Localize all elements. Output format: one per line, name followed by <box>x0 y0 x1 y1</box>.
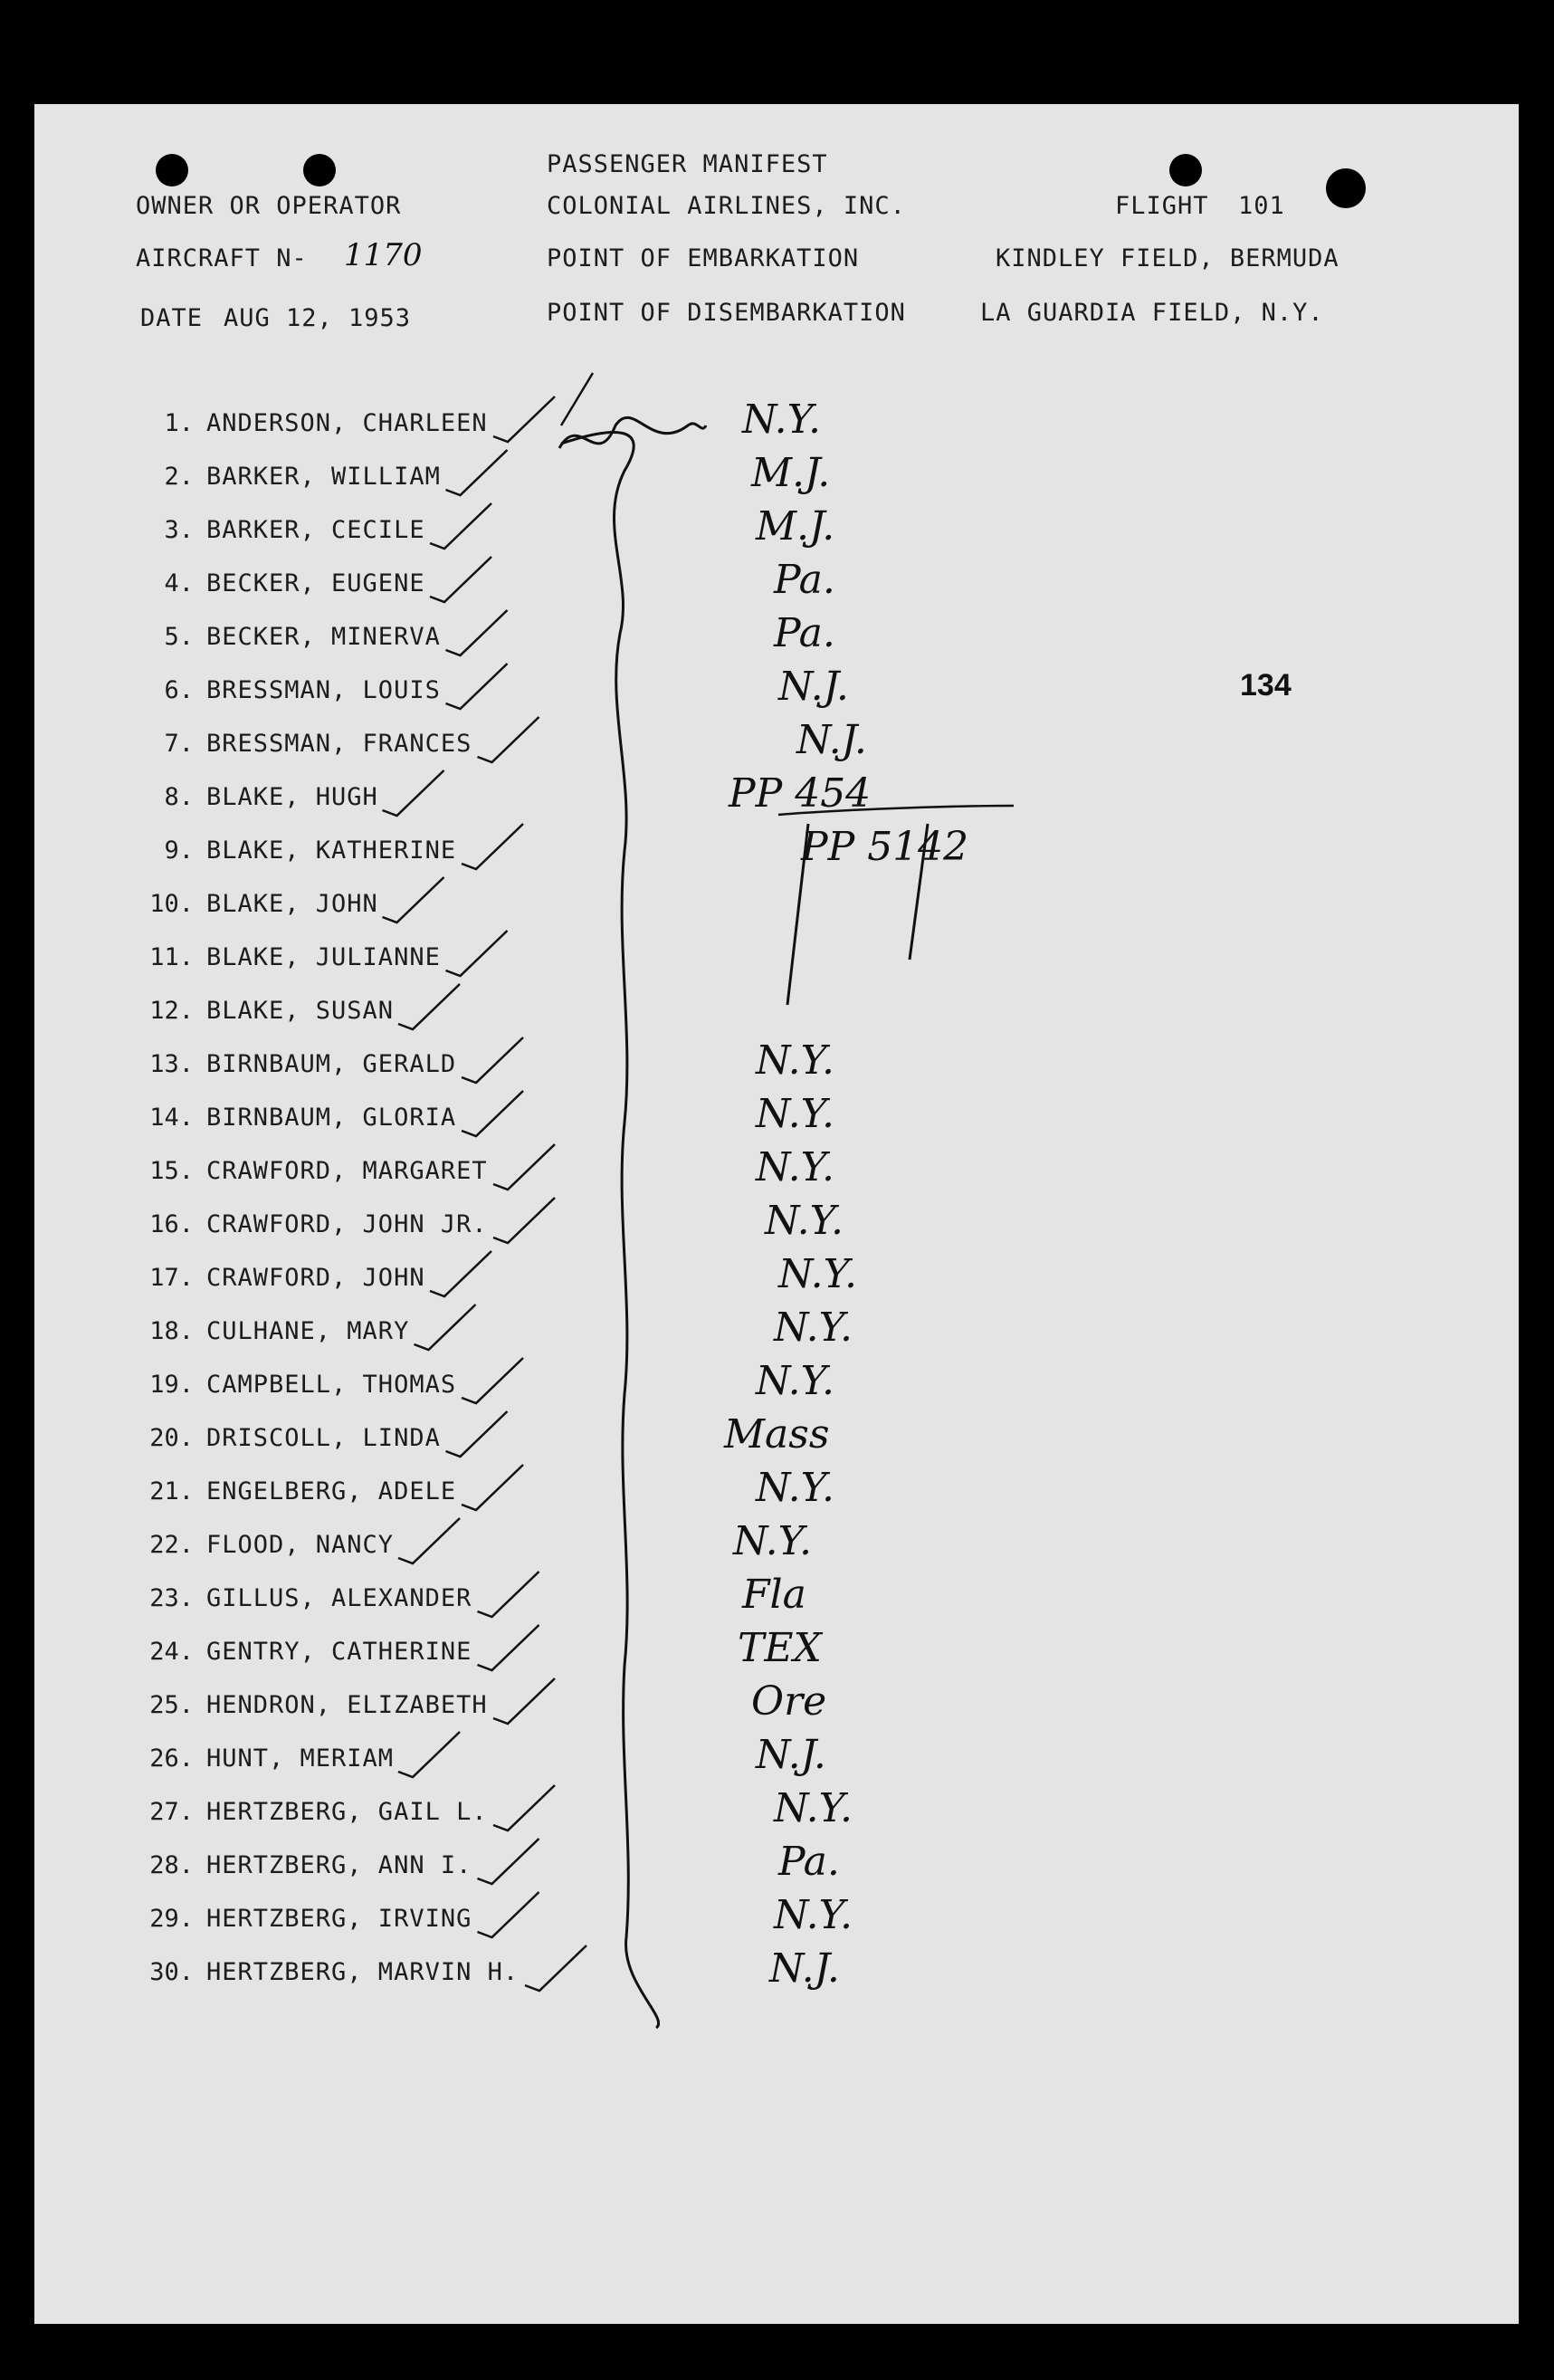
passenger-number: 27. <box>149 1798 194 1826</box>
residence-note: TEX <box>738 1625 822 1671</box>
checkmark <box>493 1144 555 1190</box>
passenger-number: 24. <box>149 1638 194 1666</box>
residence-note: N.Y. <box>774 1892 853 1938</box>
passenger-number: 20. <box>149 1424 194 1452</box>
residence-note: N.Y. <box>774 1785 853 1831</box>
page-number: 134 <box>1240 668 1292 703</box>
residence-note: PP 5142 <box>801 824 969 870</box>
aircraft-label: AIRCRAFT N- <box>136 244 308 272</box>
passenger-name: FLOOD, NANCY <box>206 1531 395 1559</box>
passenger-name: HERTZBERG, GAIL L. <box>206 1798 488 1826</box>
checkmark <box>493 1198 555 1243</box>
residence-note: N.Y. <box>756 1144 835 1190</box>
residence-note: Mass <box>724 1411 830 1458</box>
passenger-name: HERTZBERG, MARVIN H. <box>206 1958 520 1986</box>
checkmark <box>525 1945 586 1991</box>
checkmark <box>430 503 491 549</box>
passenger-number: 5. <box>164 623 194 651</box>
passenger-number: 30. <box>149 1958 194 1986</box>
passenger-name: BLAKE, SUSAN <box>206 997 395 1025</box>
residence-note: Pa. <box>774 557 835 603</box>
passenger-number: 22. <box>149 1531 194 1559</box>
checkmark <box>478 717 539 762</box>
flight-value: 101 <box>1238 192 1285 220</box>
date-value: AUG 12, 1953 <box>224 304 412 332</box>
passenger-number: 21. <box>149 1477 194 1505</box>
passenger-name: BLAKE, JULIANNE <box>206 943 441 971</box>
checkmark <box>430 1251 491 1296</box>
passenger-name: BECKER, EUGENE <box>206 569 425 597</box>
bracket-top-tick <box>561 373 593 425</box>
checkmark <box>415 1305 476 1350</box>
passenger-number: 23. <box>149 1584 194 1612</box>
checkmark <box>462 1358 523 1403</box>
passenger-name: BLAKE, KATHERINE <box>206 836 457 865</box>
checkmark <box>446 664 508 709</box>
passenger-name: BIRNBAUM, GERALD <box>206 1050 457 1078</box>
passenger-number: 8. <box>164 783 194 811</box>
passenger-number: 25. <box>149 1691 194 1719</box>
passenger-number: 7. <box>164 730 194 758</box>
residence-note: N.J. <box>778 664 849 710</box>
checkmark <box>398 984 460 1029</box>
passenger-number: 1. <box>164 409 194 437</box>
passenger-number: 15. <box>149 1157 194 1185</box>
passenger-name: HERTZBERG, IRVING <box>206 1905 472 1933</box>
owner-value: COLONIAL AIRLINES, INC. <box>547 192 906 220</box>
passenger-name: BRESSMAN, LOUIS <box>206 676 441 704</box>
embark-value: KINDLEY FIELD, BERMUDA <box>996 244 1339 272</box>
checkmark <box>462 824 523 869</box>
disembark-label: POINT OF DISEMBARKATION <box>547 299 906 327</box>
residence-note: N.Y. <box>778 1251 858 1297</box>
manifest-title: PASSENGER MANIFEST <box>547 150 828 178</box>
passenger-number: 17. <box>149 1264 194 1292</box>
passenger-name: BECKER, MINERVA <box>206 623 441 651</box>
checkmark <box>446 1411 508 1457</box>
passenger-name: CRAWFORD, JOHN <box>206 1264 425 1292</box>
passenger-name: BLAKE, HUGH <box>206 783 378 811</box>
passenger-number: 28. <box>149 1851 194 1879</box>
passenger-name: BLAKE, JOHN <box>206 890 378 918</box>
passenger-number: 13. <box>149 1050 194 1078</box>
checkmark <box>493 397 555 442</box>
residence-note: M.J. <box>756 503 835 550</box>
passenger-name: ANDERSON, CHARLEEN <box>206 409 488 437</box>
passenger-number: 16. <box>149 1210 194 1238</box>
residence-note: Ore <box>751 1678 827 1725</box>
checkmark <box>478 1572 539 1617</box>
passenger-number: 10. <box>149 890 194 918</box>
residence-note: N.Y. <box>756 1358 835 1404</box>
checkmark <box>493 1785 555 1830</box>
passenger-name: HENDRON, ELIZABETH <box>206 1691 488 1719</box>
passenger-number: 2. <box>164 463 194 491</box>
checkmark <box>493 1678 555 1724</box>
passenger-name: GILLUS, ALEXANDER <box>206 1584 472 1612</box>
residence-note: M.J. <box>751 450 831 496</box>
checkmark <box>446 931 508 976</box>
residence-note: N.J. <box>796 717 867 763</box>
residence-note: N.Y. <box>733 1518 813 1564</box>
passenger-number: 3. <box>164 516 194 544</box>
residence-note: N.Y. <box>742 397 822 443</box>
passenger-name: CULHANE, MARY <box>206 1317 410 1345</box>
residence-note: Pa. <box>778 1839 840 1885</box>
passenger-name: DRISCOLL, LINDA <box>206 1424 441 1452</box>
passenger-name: GENTRY, CATHERINE <box>206 1638 472 1666</box>
residence-note: Pa. <box>774 610 835 656</box>
residence-note: PP 454 <box>729 770 872 817</box>
checkmark <box>398 1732 460 1777</box>
checkmark <box>462 1037 523 1083</box>
residence-note: N.J. <box>756 1732 826 1778</box>
passenger-number: 18. <box>149 1317 194 1345</box>
checkmark <box>462 1091 523 1136</box>
embark-label: POINT OF EMBARKATION <box>547 244 860 272</box>
bracket-line <box>561 433 659 2028</box>
passenger-number: 11. <box>149 943 194 971</box>
passenger-number: 6. <box>164 676 194 704</box>
passenger-number: 9. <box>164 836 194 865</box>
checkmark <box>430 557 491 602</box>
passenger-name: BARKER, CECILE <box>206 516 425 544</box>
passenger-name: CRAWFORD, JOHN JR. <box>206 1210 488 1238</box>
passenger-number: 14. <box>149 1104 194 1132</box>
passenger-name: BIRNBAUM, GLORIA <box>206 1104 457 1132</box>
checkmark <box>462 1465 523 1510</box>
checkmark <box>383 877 444 922</box>
passenger-name: BRESSMAN, FRANCES <box>206 730 472 758</box>
passenger-name: CRAWFORD, MARGARET <box>206 1157 488 1185</box>
checkmark <box>398 1518 460 1563</box>
residence-note: N.Y. <box>756 1091 835 1137</box>
checkmark <box>478 1892 539 1937</box>
residence-note: N.J. <box>769 1945 840 1992</box>
checkmark <box>478 1625 539 1670</box>
residence-note: N.Y. <box>756 1465 835 1511</box>
residence-note: Fla <box>742 1572 806 1618</box>
residence-note: N.Y. <box>756 1037 835 1084</box>
passenger-name: BARKER, WILLIAM <box>206 463 441 491</box>
checkmark <box>383 770 444 816</box>
passenger-number: 12. <box>149 997 194 1025</box>
passenger-number: 4. <box>164 569 194 597</box>
passenger-number: 29. <box>149 1905 194 1933</box>
passenger-number: 26. <box>149 1744 194 1773</box>
flight-label: FLIGHT <box>1115 192 1209 220</box>
passenger-name: HERTZBERG, ANN I. <box>206 1851 472 1879</box>
aircraft-value: 1170 <box>344 237 423 273</box>
checkmark <box>446 610 508 655</box>
passenger-number: 19. <box>149 1371 194 1399</box>
residence-note: N.Y. <box>765 1198 844 1244</box>
checkmark <box>478 1839 539 1884</box>
owner-label: OWNER OR OPERATOR <box>136 192 402 220</box>
passenger-name: ENGELBERG, ADELE <box>206 1477 457 1505</box>
passenger-name: CAMPBELL, THOMAS <box>206 1371 457 1399</box>
residence-note: N.Y. <box>774 1305 853 1351</box>
checkmark <box>446 450 508 495</box>
disembark-value: LA GUARDIA FIELD, N.Y. <box>980 299 1324 327</box>
passenger-name: HUNT, MERIAM <box>206 1744 395 1773</box>
date-label: DATE <box>140 304 204 332</box>
